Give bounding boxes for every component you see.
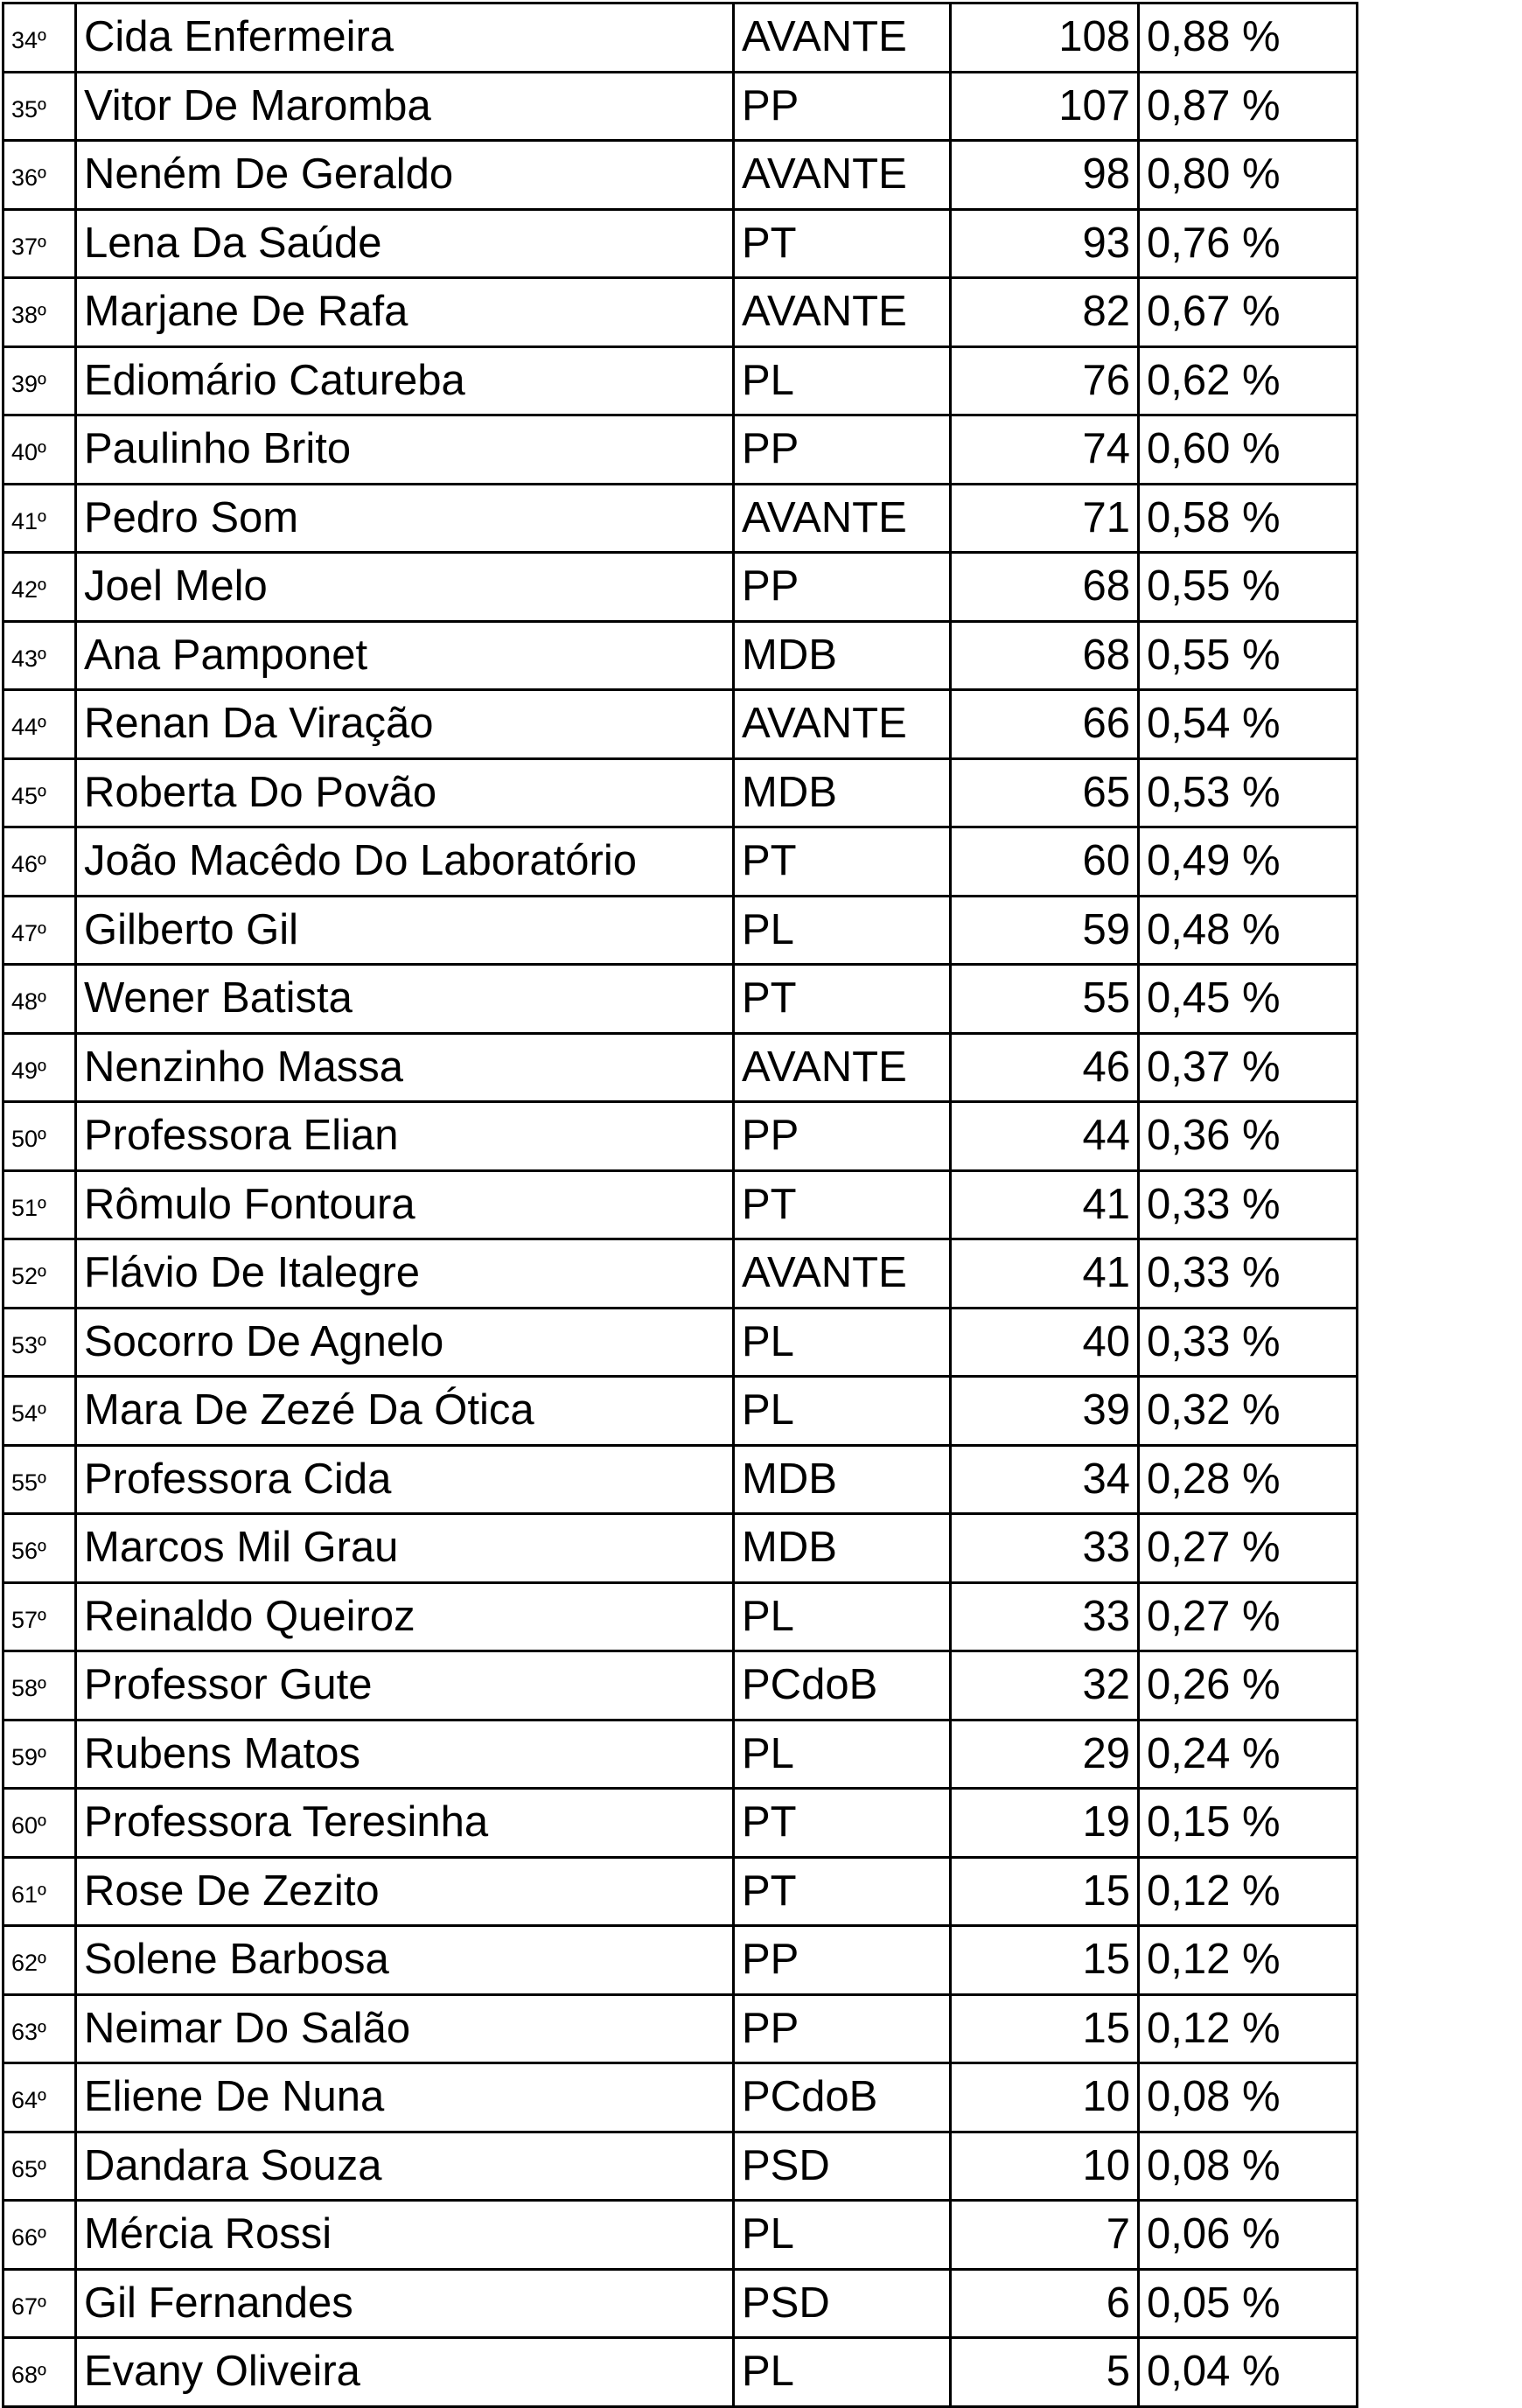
percent-cell: 0,55 % [1139,621,1358,690]
party-cell: PL [734,1720,951,1789]
rank-cell: 64º [3,2063,76,2132]
votes-cell: 41 [951,1170,1139,1239]
votes-cell: 60 [951,827,1139,897]
candidate-name-cell: João Macêdo Do Laboratório [76,827,734,897]
party-cell: PT [734,209,951,278]
votes-cell: 68 [951,553,1139,622]
table-row [3,209,1358,278]
table-row [3,896,1358,965]
votes-cell: 6 [951,2269,1139,2338]
table-row [3,1033,1358,1102]
percent-cell: 0,45 % [1139,965,1358,1034]
percent-cell: 0,28 % [1139,1445,1358,1514]
candidate-name-cell: Reinaldo Queiroz [76,1582,734,1651]
votes-cell: 34 [951,1445,1139,1514]
rank-cell: 43º [3,621,76,690]
candidate-name-cell: Ediomário Catureba [76,346,734,415]
rank-cell: 37º [3,209,76,278]
candidate-name-cell: Vitor De Maromba [76,72,734,141]
percent-cell: 0,60 % [1139,415,1358,485]
rank-cell: 55º [3,1445,76,1514]
votes-cell: 74 [951,415,1139,485]
rank-cell: 59º [3,1720,76,1789]
party-cell: AVANTE [734,278,951,347]
votes-cell: 41 [951,1239,1139,1309]
table-row [3,1926,1358,1995]
party-cell: PSD [734,2269,951,2338]
votes-cell: 15 [951,1994,1139,2063]
party-cell: AVANTE [734,1239,951,1309]
percent-cell: 0,36 % [1139,1102,1358,1171]
party-cell: PL [734,2338,951,2407]
table-row [3,2132,1358,2201]
rank-cell: 35º [3,72,76,141]
percent-cell: 0,04 % [1139,2338,1358,2407]
party-cell: PT [734,965,951,1034]
percent-cell: 0,62 % [1139,346,1358,415]
candidate-name-cell: Eliene De Nuna [76,2063,734,2132]
table-row [3,1170,1358,1239]
party-cell: PT [734,1789,951,1858]
party-cell: PSD [734,2132,951,2201]
rank-cell: 60º [3,1789,76,1858]
party-cell: PL [734,896,951,965]
candidate-name-cell: Roberta Do Povão [76,758,734,827]
rank-cell: 49º [3,1033,76,1102]
percent-cell: 0,87 % [1139,72,1358,141]
party-cell: PP [734,553,951,622]
table-row [3,1651,1358,1720]
votes-cell: 15 [951,1926,1139,1995]
rank-cell: 58º [3,1651,76,1720]
percent-cell: 0,53 % [1139,758,1358,827]
rank-cell: 47º [3,896,76,965]
votes-cell: 46 [951,1033,1139,1102]
percent-cell: 0,33 % [1139,1239,1358,1309]
party-cell: PP [734,1994,951,2063]
percent-cell: 0,12 % [1139,1926,1358,1995]
percent-cell: 0,12 % [1139,1857,1358,1926]
votes-cell: 55 [951,965,1139,1034]
votes-cell: 19 [951,1789,1139,1858]
percent-cell: 0,06 % [1139,2201,1358,2270]
candidate-name-cell: Paulinho Brito [76,415,734,485]
party-cell: PT [734,1170,951,1239]
candidate-name-cell: Marcos Mil Grau [76,1514,734,1583]
table-row [3,1857,1358,1926]
rank-cell: 45º [3,758,76,827]
candidate-name-cell: Joel Melo [76,553,734,622]
votes-cell: 59 [951,896,1139,965]
rank-cell: 56º [3,1514,76,1583]
percent-cell: 0,58 % [1139,484,1358,553]
percent-cell: 0,26 % [1139,1651,1358,1720]
candidate-name-cell: Mércia Rossi [76,2201,734,2270]
party-cell: PCdoB [734,1651,951,1720]
candidate-name-cell: Rômulo Fontoura [76,1170,734,1239]
table-row [3,2201,1358,2270]
party-cell: PL [734,346,951,415]
percent-cell: 0,12 % [1139,1994,1358,2063]
table-row [3,1239,1358,1309]
percent-cell: 0,48 % [1139,896,1358,965]
table-row [3,415,1358,485]
percent-cell: 0,33 % [1139,1308,1358,1377]
votes-cell: 93 [951,209,1139,278]
rank-cell: 40º [3,415,76,485]
party-cell: PL [734,2201,951,2270]
percent-cell: 0,55 % [1139,553,1358,622]
votes-cell: 108 [951,3,1139,73]
table-row [3,278,1358,347]
candidate-name-cell: Socorro De Agnelo [76,1308,734,1377]
candidate-name-cell: Renan Da Viração [76,690,734,759]
rank-cell: 61º [3,1857,76,1926]
candidate-name-cell: Neném De Geraldo [76,141,734,210]
votes-cell: 107 [951,72,1139,141]
table-row [3,2269,1358,2338]
candidate-name-cell: Solene Barbosa [76,1926,734,1995]
candidate-name-cell: Ana Pamponet [76,621,734,690]
table-row [3,346,1358,415]
rank-cell: 44º [3,690,76,759]
results-table [2,2,1358,2408]
percent-cell: 0,27 % [1139,1582,1358,1651]
votes-cell: 15 [951,1857,1139,1926]
candidate-name-cell: Rubens Matos [76,1720,734,1789]
table-row [3,690,1358,759]
party-cell: MDB [734,1445,951,1514]
percent-cell: 0,54 % [1139,690,1358,759]
table-row [3,827,1358,897]
percent-cell: 0,76 % [1139,209,1358,278]
table-row [3,965,1358,1034]
table-row [3,1445,1358,1514]
table-row [3,621,1358,690]
rank-cell: 51º [3,1170,76,1239]
candidate-name-cell: Professora Cida [76,1445,734,1514]
table-row [3,72,1358,141]
percent-cell: 0,67 % [1139,278,1358,347]
table-row [3,1377,1358,1446]
votes-cell: 7 [951,2201,1139,2270]
rank-cell: 54º [3,1377,76,1446]
votes-cell: 82 [951,278,1139,347]
candidate-name-cell: Dandara Souza [76,2132,734,2201]
table-row [3,1308,1358,1377]
party-cell: PL [734,1308,951,1377]
rank-cell: 41º [3,484,76,553]
candidate-name-cell: Marjane De Rafa [76,278,734,347]
votes-cell: 98 [951,141,1139,210]
percent-cell: 0,88 % [1139,3,1358,73]
party-cell: PP [734,72,951,141]
rank-cell: 57º [3,1582,76,1651]
table-row [3,3,1358,73]
rank-cell: 68º [3,2338,76,2407]
percent-cell: 0,49 % [1139,827,1358,897]
rank-cell: 66º [3,2201,76,2270]
party-cell: AVANTE [734,141,951,210]
rank-cell: 63º [3,1994,76,2063]
party-cell: PT [734,827,951,897]
candidate-name-cell: Professor Gute [76,1651,734,1720]
candidate-name-cell: Professora Elian [76,1102,734,1171]
percent-cell: 0,24 % [1139,1720,1358,1789]
candidate-name-cell: Gilberto Gil [76,896,734,965]
table-row [3,1994,1358,2063]
table-row [3,553,1358,622]
percent-cell: 0,08 % [1139,2132,1358,2201]
party-cell: PP [734,1926,951,1995]
results-body [3,3,1358,2407]
party-cell: PCdoB [734,2063,951,2132]
votes-cell: 44 [951,1102,1139,1171]
percent-cell: 0,37 % [1139,1033,1358,1102]
candidate-name-cell: Rose De Zezito [76,1857,734,1926]
candidate-name-cell: Mara De Zezé Da Ótica [76,1377,734,1446]
rank-cell: 50º [3,1102,76,1171]
rank-cell: 65º [3,2132,76,2201]
votes-cell: 32 [951,1651,1139,1720]
candidate-name-cell: Cida Enfermeira [76,3,734,73]
percent-cell: 0,27 % [1139,1514,1358,1583]
votes-cell: 10 [951,2063,1139,2132]
table-row [3,1514,1358,1583]
percent-cell: 0,32 % [1139,1377,1358,1446]
party-cell: AVANTE [734,3,951,73]
party-cell: AVANTE [734,484,951,553]
party-cell: PT [734,1857,951,1926]
percent-cell: 0,08 % [1139,2063,1358,2132]
candidate-name-cell: Professora Teresinha [76,1789,734,1858]
rank-cell: 67º [3,2269,76,2338]
table-row [3,1102,1358,1171]
rank-cell: 62º [3,1926,76,1995]
table-row [3,1789,1358,1858]
votes-cell: 5 [951,2338,1139,2407]
votes-cell: 33 [951,1514,1139,1583]
table-row [3,484,1358,553]
party-cell: PL [734,1377,951,1446]
party-cell: MDB [734,758,951,827]
candidate-name-cell: Neimar Do Salão [76,1994,734,2063]
rank-cell: 39º [3,346,76,415]
votes-cell: 65 [951,758,1139,827]
party-cell: MDB [734,621,951,690]
candidate-name-cell: Gil Fernandes [76,2269,734,2338]
percent-cell: 0,15 % [1139,1789,1358,1858]
table-row [3,2338,1358,2407]
table-row [3,1720,1358,1789]
rank-cell: 34º [3,3,76,73]
party-cell: AVANTE [734,1033,951,1102]
candidate-name-cell: Lena Da Saúde [76,209,734,278]
table-row [3,141,1358,210]
votes-cell: 10 [951,2132,1139,2201]
percent-cell: 0,05 % [1139,2269,1358,2338]
rank-cell: 38º [3,278,76,347]
votes-cell: 29 [951,1720,1139,1789]
rank-cell: 52º [3,1239,76,1309]
rank-cell: 42º [3,553,76,622]
party-cell: AVANTE [734,690,951,759]
votes-cell: 68 [951,621,1139,690]
percent-cell: 0,80 % [1139,141,1358,210]
percent-cell: 0,33 % [1139,1170,1358,1239]
candidate-name-cell: Wener Batista [76,965,734,1034]
votes-cell: 33 [951,1582,1139,1651]
candidate-name-cell: Pedro Som [76,484,734,553]
votes-cell: 71 [951,484,1139,553]
votes-cell: 66 [951,690,1139,759]
votes-cell: 76 [951,346,1139,415]
candidate-name-cell: Nenzinho Massa [76,1033,734,1102]
rank-cell: 48º [3,965,76,1034]
party-cell: MDB [734,1514,951,1583]
table-row [3,758,1358,827]
party-cell: PP [734,415,951,485]
votes-cell: 40 [951,1308,1139,1377]
candidate-name-cell: Evany Oliveira [76,2338,734,2407]
rank-cell: 46º [3,827,76,897]
party-cell: PL [734,1582,951,1651]
candidate-name-cell: Flávio De Italegre [76,1239,734,1309]
party-cell: PP [734,1102,951,1171]
table-row [3,1582,1358,1651]
votes-cell: 39 [951,1377,1139,1446]
rank-cell: 53º [3,1308,76,1377]
rank-cell: 36º [3,141,76,210]
table-row [3,2063,1358,2132]
